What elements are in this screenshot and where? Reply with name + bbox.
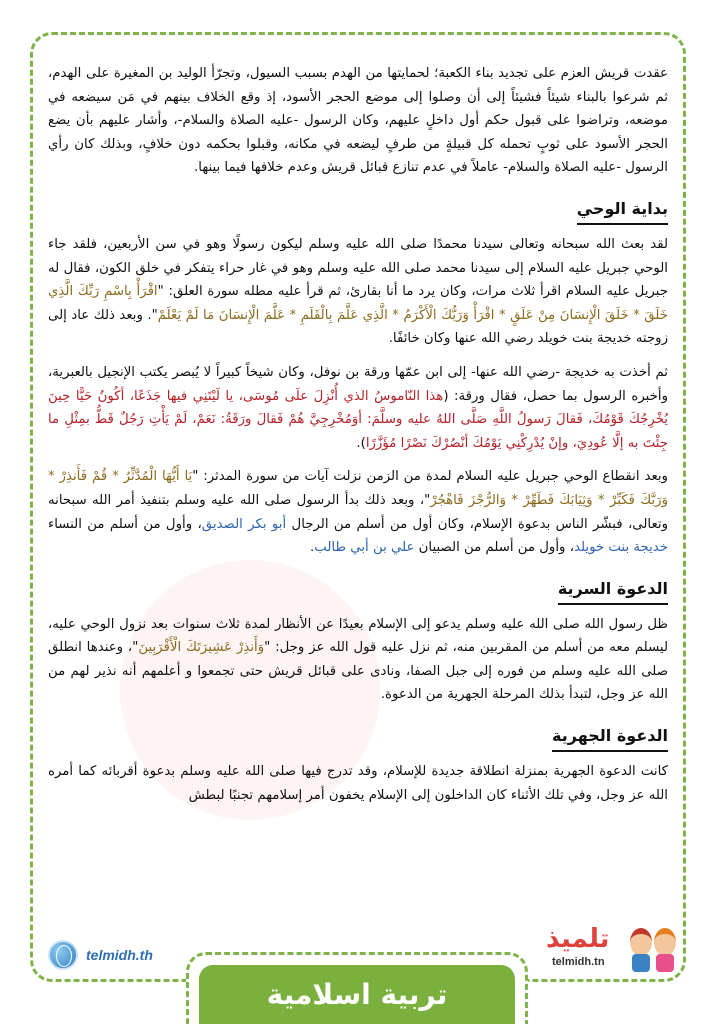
telmidh-logo — [546, 924, 676, 974]
document-body — [48, 62, 668, 817]
subject-banner-fill — [199, 965, 515, 1024]
subject-title: تربية اسلامية — [266, 978, 448, 1011]
paragraph-text: وبعد انقطاع الوحي جبريل عليه السلام لمدة من الزمن نزلت آيات من سورة المدثر: " — [192, 469, 668, 485]
children-logo-icon — [654, 928, 676, 956]
paragraph-muddathir — [48, 465, 668, 559]
logo-wordmark: تلميذ — [546, 924, 610, 954]
subject-banner — [186, 952, 528, 1024]
person-name: خديجة بنت خويلد — [573, 540, 668, 556]
paragraph-text: "، وعندها انطلق صلى الله عليه وسلم من فوره إلى جبل الصفا، ونادى على قبائل قريش حتى تجمعوا و أعلمهم أنه نذير لهم من الله عز وجل، لتبدأ بذلك المرحلة الجهرية من الدعوة. — [48, 640, 668, 703]
heading-revelation: بداية الوحي — [577, 196, 668, 225]
paragraph-text: "، وبعد ذلك بدأ الرسول صلى الله عليه وسلم بتنفيذ أمر الله سبحانه وتعالى، فبشّر الناس بدعوة الإسلام، وكان أول من أسلم من الرجال — [48, 492, 668, 532]
quran-verse: اقْرَأْ بِاسْمِ رَبِّكَ الَّذِي خَلَقَ * خَلَقَ الْإِنسَانَ مِنْ عَلَقٍ * اقْرَأْ وَرَبُّكَ الْأَكْرَمُ * الَّذِي عَلَّمَ بِالْقَلَمِ * عَلَّمَ الْإِنسَانَ مَا لَمْ يَعْلَمْ — [48, 284, 668, 323]
paragraph-text: عقدت قريش العزم على تجديد بناء الكعبة؛ لحمايتها من الهدم بسبب السيول، وتجرّأ الوليد بن المغيرة على الهدم، ثم شرعوا بالبناء شيئاً فشيئاً إلى أن وصلوا إلى موضع الحجر الأسود، إذ وقع الخلاف بينهم في مَن سيضعه في موضعه، وتراضوا على قبول حكم أول داخلٍ عليهم، وكان الرسول -عليه الصلاة والسلام-، وأشار عليهم بأن يضع الحجر الأسود على ثوبٍ تحمله كل قبيلةٍ من طرفٍ ليضعه في مكانه، وقبلوا بحكمه دون خلافٍ، وبذلك كان رأي الرسول -عليه الصلاة والسلام- عاملاً في عدم تنازع قبائل قريش وعدم خلافها فيما بينها. — [48, 66, 668, 176]
paragraph-text: كانت الدعوة الجهرية بمنزلة انطلاقة جديدة للإسلام، وقد تدرج فيها صلى الله عليه وسلم بدعوة أقربائه كما أمره الله عز وجل، وفي تلك الأثناء كان الداخلون إلى الإسلام يخفون أمر إسلامهم تجنبًا لبطش — [48, 764, 668, 803]
paragraph-public-call — [48, 760, 668, 807]
paragraph-text: ، وأول من أسلم من النساء — [48, 516, 202, 532]
site-label: telmidh.th — [86, 947, 153, 963]
heading-secret-call: الدعوة السرية — [558, 576, 668, 605]
paragraph-text: لقد بعث الله سبحانه وتعالى سيدنا محمدًا صلى الله عليه وسلم ليكون رسولًا وهو في سن الأربعين، فلقد جاء الوحي جبريل عليه السلام إلى سيدنا محمد صلى الله عليه وسلم وهو في غار حراء يتفكر في خلق الكون، فقال له جبريل عليه السلام اقرأ ثلاث مرات، وكان يرد ما أنا بقارئ، ثم قرأ عليه مطله سورة العلق: " — [48, 236, 668, 300]
quran-verse: يَا أَيُّهَا الْمُدَّثِّرُ * قُمْ فَأَنذِرْ * وَرَبَّكَ فَكَبِّرْ * وَثِيَابَكَ فَطَهِّرْ * وَالرُّجْزَ فَاهْجُرْ — [48, 469, 668, 508]
paragraph-kaaba — [48, 62, 668, 180]
quran-verse: وَأَنذِرْ عَشِيرَتَكَ الْأَقْرَبِينَ — [138, 640, 265, 656]
site-link[interactable] — [48, 940, 153, 970]
paragraph-text: ثم أخذت به خديجة -رضي الله عنها- إلى ابن عمّها ورقة بن نوفل، وكان شيخاً كبيراً لا يُبصر يكتب الإنجيل بالعبرية، وأخبره الرسول بما حصل، فقال ورقة: ( — [48, 364, 669, 404]
paragraph-text: ، وأول من أسلم من الصبيان — [414, 540, 574, 556]
person-name: أبو بكر الصديق — [201, 516, 287, 532]
paragraph-revelation — [48, 233, 668, 351]
paragraph-text: ". وبعد ذلك عاد إلى زوجته خديجة بنت خويلد رضي الله عنها وكان خائفًا. — [48, 307, 668, 347]
hadith-quote: هذا النّاموسُ الذي أُنْزِلَ علَى مُوسَى، يا لَيْتَنِي فيها جَذَعًا، أكُونُ حَيًّا حِينَ يُخْرِجُكَ قَوْمُكَ، فَقالَ رَسولُ اللَّهِ صَلَّى اللهُ عليه وسلَّمَ: أوَمُخْرِجِيَّ هُمْ فَقالَ ورَقَةُ: نَعَمْ، لَمْ يَأْتِ رَجُلٌ قَطُّ بمِثْلِ ما جِئْتَ به إلَّا عُودِيَ، وإنْ يُدْرِكْنِي يَوْمُكَ أنْصُرْكَ نَصْرًا مُؤَزَّرًا — [48, 388, 668, 451]
children-logo-icon — [656, 954, 674, 972]
paragraph-secret-call — [48, 613, 668, 707]
paragraph-text: . — [310, 540, 315, 556]
children-logo-icon — [632, 954, 650, 972]
logo-subtitle: telmidh.tn — [552, 956, 605, 968]
children-logo-icon — [630, 928, 652, 956]
person-name: علي بن أبي طالب — [314, 540, 415, 556]
paragraph-waraqa — [48, 361, 668, 455]
paragraph-text: ). — [356, 435, 366, 451]
globe-icon — [48, 940, 78, 970]
heading-public-call: الدعوة الجهرية — [552, 723, 668, 752]
paragraph-text: ظل رسول الله صلى الله عليه وسلم يدعو إلى الإسلام بعيدًا عن الأنظار لمدة ثلاث سنوات بعد نزول الوحي عليه، ليسلم معه من أسلم من المقربين منه، ثم نزل عليه قول الله عز وجل: " — [48, 616, 668, 656]
